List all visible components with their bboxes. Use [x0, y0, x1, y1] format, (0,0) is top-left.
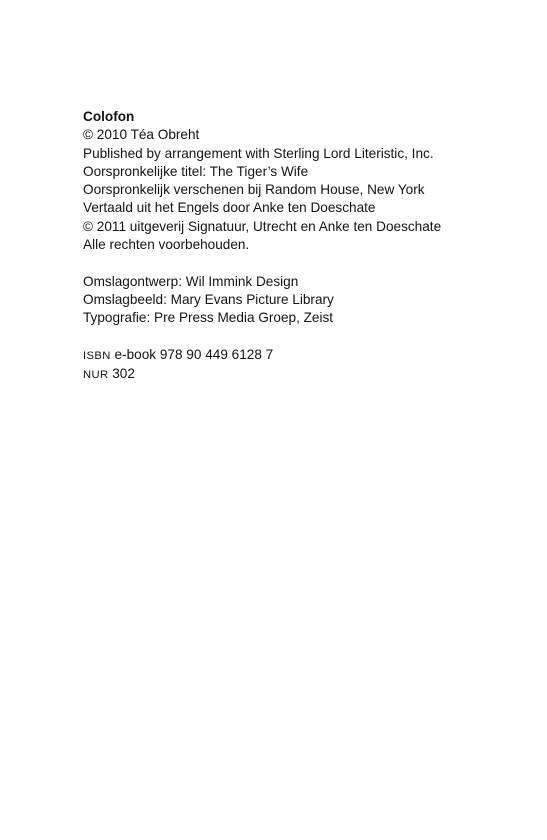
cover-image: Omslagbeeld: Mary Evans Picture Library — [83, 292, 334, 308]
published-by: Published by arrangement with Sterling Lord Literistic, Inc. — [83, 145, 434, 161]
isbn-line — [83, 346, 523, 365]
nur-value: 302 — [112, 366, 135, 382]
copyright-translation: © 2011 uitgeverij Signatuur, Utrecht en Anke ten Doeschate — [83, 218, 442, 234]
cover-design: Omslagontwerp: Wil Immink Design — [83, 273, 299, 289]
typography-credit: Typografie: Pre Press Media Groep, Zeist — [83, 310, 334, 326]
rights-reserved: Alle rechten voorbehouden. — [83, 237, 250, 253]
copyright-author: © 2010 Téa Obreht — [83, 127, 200, 143]
spacer — [83, 254, 523, 272]
spacer — [83, 328, 523, 346]
isbn-value: e-book 978 90 449 6128 7 — [114, 347, 274, 363]
nur-line — [83, 365, 523, 384]
originally-published: Oorspronkelijk verschenen bij Random House, New York — [83, 182, 425, 198]
isbn-label: ISBN — [83, 350, 111, 363]
original-title: Oorspronkelijke titel: The Tiger’s Wife — [83, 163, 309, 179]
colofon-heading: Colofon — [83, 109, 135, 124]
nur-label: NUR — [83, 369, 109, 382]
colofon-text-block — [83, 108, 523, 385]
translated-by: Vertaald uit het Engels door Anke ten Doeschate — [83, 200, 376, 216]
